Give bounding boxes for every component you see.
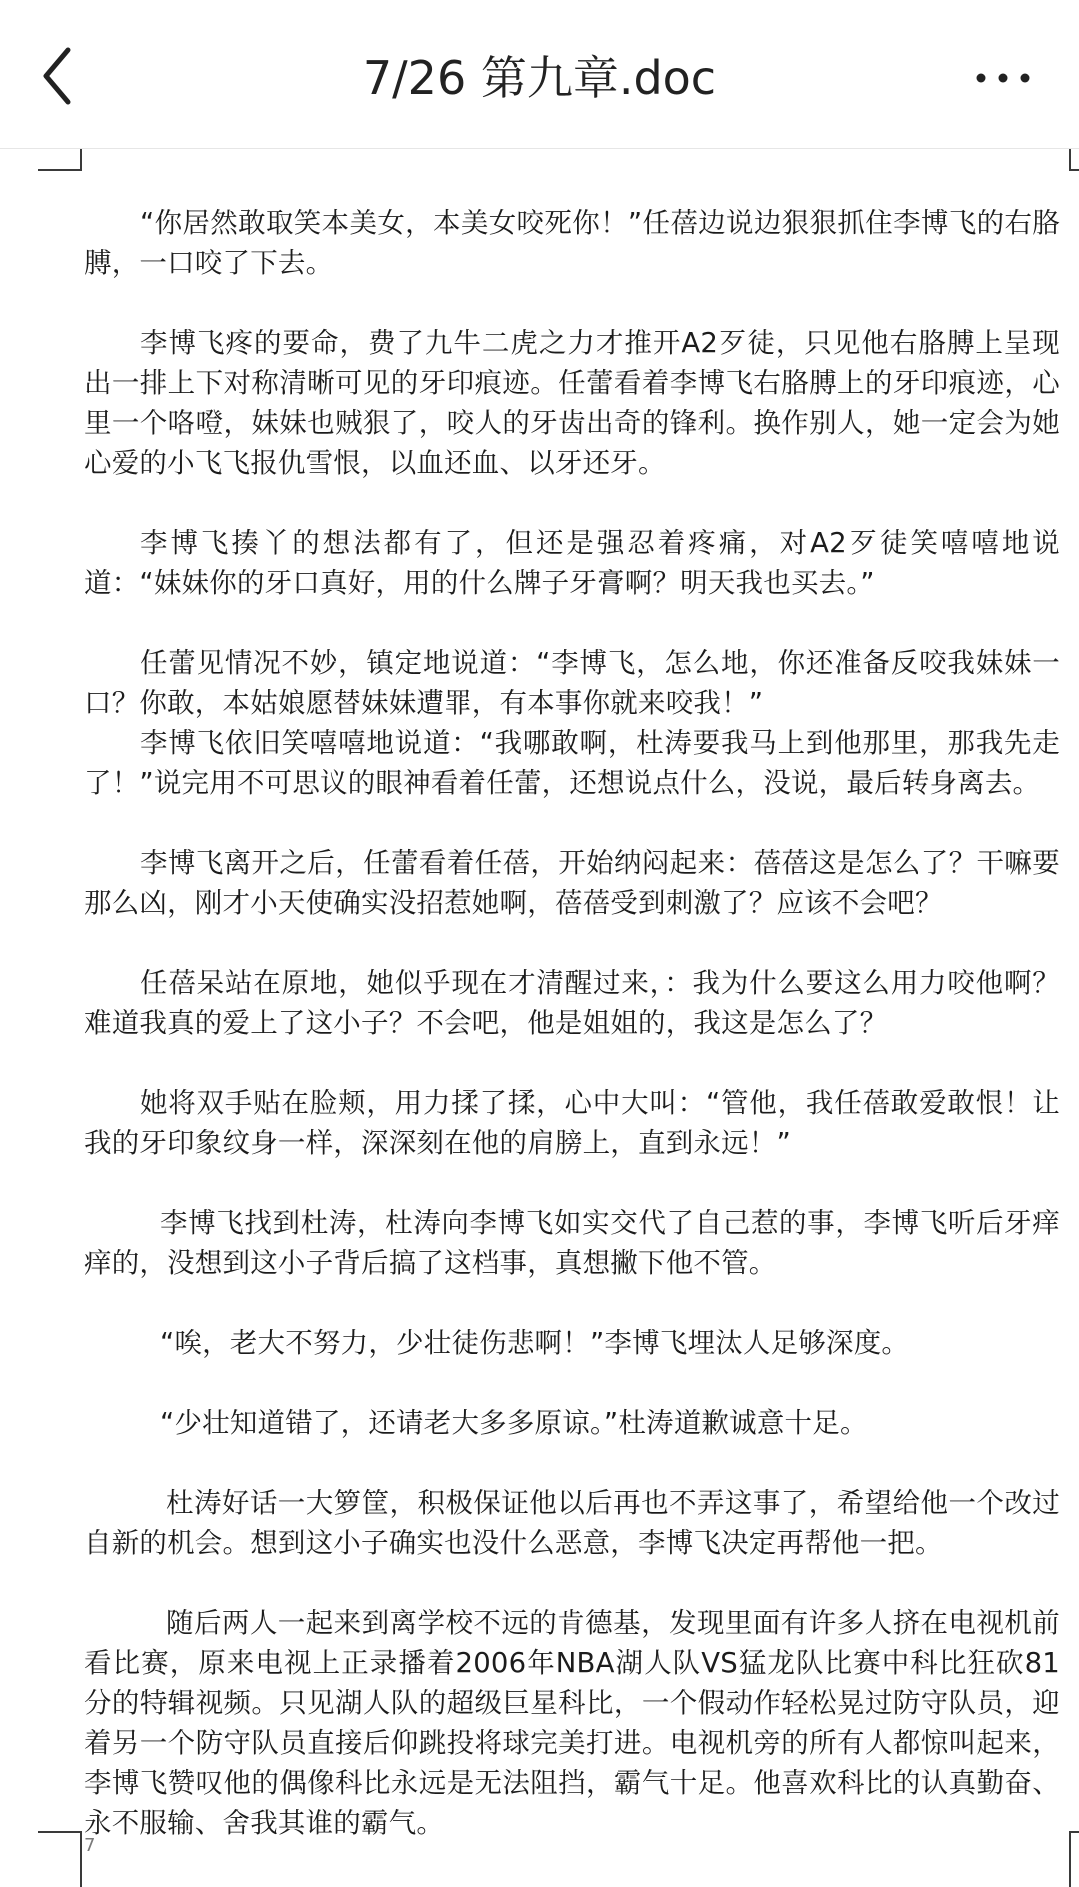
crop-mark-bottom-right <box>1069 1831 1079 1887</box>
crop-mark-top-right <box>1069 149 1079 171</box>
more-horizontal-icon <box>969 50 1039 106</box>
paragraph: 李博飞离开之后，任蕾看着任蓓，开始纳闷起来：蓓蓓这是怎么了？干嘛要那么凶，刚才小天使确实没招惹她啊，蓓蓓受到刺激了？应该不会吧？ <box>84 847 1060 919</box>
paragraph: 李博飞揍丫的想法都有了，但还是强忍着疼痛，对A2歹徒笑嘻嘻地说道：“妹妹你的牙口真好，用的什么牌子牙膏啊？明天我也买去。” <box>84 527 1060 599</box>
crop-mark-top-left <box>38 149 82 171</box>
paragraph: 任蕾见情况不妙，镇定地说道：“李博飞，怎么地，你还准备反咬我妹妹一口？你敢，本姑娘愿替妹妹遭罪，有本事你就来咬我！” <box>84 647 1060 719</box>
document-body <box>84 203 1060 1843</box>
chevron-left-icon <box>38 40 98 112</box>
back-button[interactable] <box>38 40 98 112</box>
paragraph: 任蓓呆站在原地，她似乎现在才清醒过来，：我为什么要这么用力咬他啊？难道我真的爱上了这小子？不会吧，他是姐姐的，我这是怎么了？ <box>84 967 1060 1039</box>
paragraph: “少壮知道错了，还请老大多多原谅。”杜涛道歉诚意十足。 <box>160 1407 868 1439</box>
document-page[interactable] <box>0 149 1079 1885</box>
crop-mark-bottom-left <box>38 1831 82 1887</box>
document-title: 7/26 第九章.doc <box>362 51 717 105</box>
paragraph: 她将双手贴在脸颊，用力揉了揉，心中大叫：“管他，我任蓓敢爱敢恨！让我的牙印象纹身一样，深深刻在他的肩膀上，直到永远！” <box>84 1087 1060 1159</box>
app-header <box>0 0 1079 149</box>
paragraph: “你居然敢取笑本美女，本美女咬死你！”任蓓边说边狠狠抓住李博飞的右胳膊，一口咬了下去。 <box>84 207 1060 279</box>
more-options-button[interactable] <box>969 50 1039 106</box>
paragraph: 李博飞找到杜涛，杜涛向李博飞如实交代了自己惹的事，李博飞听后牙痒痒的，没想到这小子背后搞了这档事，真想撇下他不管。 <box>84 1207 1060 1279</box>
paragraph: 随后两人一起来到离学校不远的肯德基，发现里面有许多人挤在电视机前看比赛，原来电视上正录播着2006年NBA湖人队VS猛龙队比赛中科比狂砍81分的特辑视频。只见湖人队的超级巨星科比，一个假动作轻松晃过防守队员，迎着另一个防守队员直接后仰跳投将球完美打进。电视机旁的所有人都惊叫起来，李博飞赞叹他的偶像科比永远是无法阻挡，霸气十足。他喜欢科比的认真勤奋、永不服输、舍我其谁的霸气。 <box>84 1607 1060 1839</box>
page-number: 7 <box>84 1835 96 1856</box>
paragraph: 杜涛好话一大箩筐，积极保证他以后再也不弄这事了，希望给他一个改过自新的机会。想到这小子确实也没什么恶意，李博飞决定再帮他一把。 <box>84 1487 1060 1559</box>
paragraph: “唉，老大不努力，少壮徒伤悲啊！”李博飞埋汰人足够深度。 <box>160 1327 910 1359</box>
paragraph: 李博飞疼的要命，费了九牛二虎之力才推开A2歹徒，只见他右胳膊上呈现出一排上下对称清晰可见的牙印痕迹。任蕾看着李博飞右胳膊上的牙印痕迹，心里一个咯噔，妹妹也贼狠了，咬人的牙齿出奇的锋利。换作别人，她一定会为她心爱的小飞飞报仇雪恨，以血还血、以牙还牙。 <box>84 327 1060 479</box>
paragraph: 李博飞依旧笑嘻嘻地说道：“我哪敢啊，杜涛要我马上到他那里，那我先走了！”说完用不可思议的眼神看着任蕾，还想说点什么，没说，最后转身离去。 <box>84 727 1060 799</box>
